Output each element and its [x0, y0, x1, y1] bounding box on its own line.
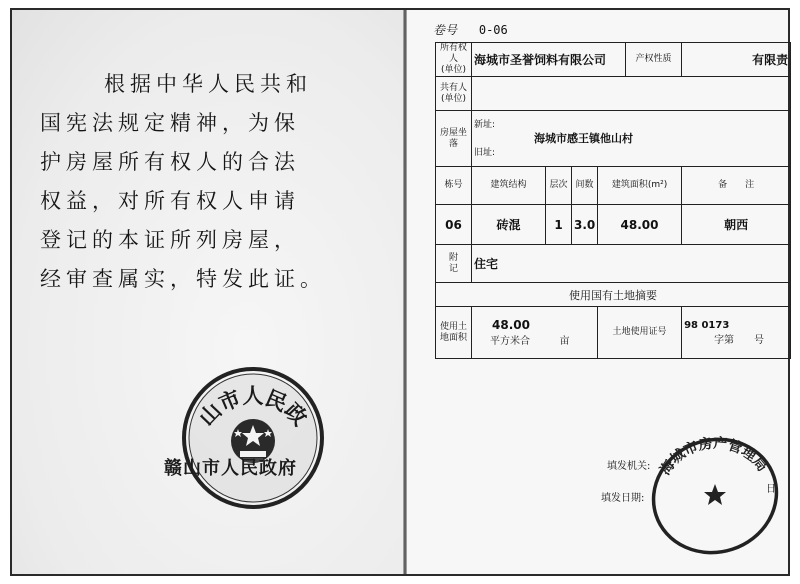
structure-value: 砖混	[472, 205, 546, 245]
land-area-cell	[472, 307, 598, 359]
location-label: 房屋坐落	[436, 111, 472, 167]
government-seal-icon	[180, 365, 326, 511]
statement-line: 国宪法规定精神，为保	[40, 111, 300, 135]
certificate-scan	[10, 8, 790, 576]
book-number	[433, 21, 526, 38]
location-cell	[472, 111, 791, 167]
land-mu-unit: 亩	[559, 336, 570, 347]
property-table	[435, 42, 791, 359]
left-page	[12, 10, 403, 574]
certificate-statement	[40, 65, 385, 299]
seal-ring-text: 山市人民政	[193, 383, 313, 431]
land-cert-suffix: 字第 号	[714, 334, 765, 346]
rooms-value: 3.0	[572, 205, 598, 245]
statement-line: 护房屋所有权人的合法	[40, 150, 300, 174]
land-area-label: 使用土地面积	[436, 307, 472, 359]
new-address-label: 新址:	[474, 119, 496, 130]
table-row	[436, 205, 791, 245]
notes-label: 附 记	[436, 245, 472, 283]
book-value: 0-06	[478, 23, 508, 37]
land-area-unit: 平方米合	[490, 336, 530, 347]
land-title: 使用国有土地摘要	[436, 283, 791, 307]
col-remarks: 备 注	[682, 167, 791, 205]
area-value: 48.00	[598, 205, 682, 245]
notes-value: 住宅	[472, 245, 791, 283]
land-cert-label: 土地使用证号	[598, 307, 682, 359]
property-nature-label: 产权性质	[626, 43, 682, 77]
right-page	[407, 10, 788, 574]
co-owner-label-cell: 共有人 (单位)	[436, 77, 472, 111]
right-seal-text: 海城市房产管理局	[657, 435, 771, 479]
col-area: 建筑面积(m²)	[598, 167, 682, 205]
co-owner-value	[472, 77, 791, 111]
fill-org-label: 填发机关:	[607, 461, 651, 472]
land-cert-cell	[682, 307, 791, 359]
old-address-label: 旧址:	[474, 147, 496, 158]
property-nature-value: 有限责	[682, 43, 791, 77]
col-floors: 层次	[546, 167, 572, 205]
statement-line: 权益，对所有权人申请	[40, 189, 300, 213]
col-building-no: 栋号	[436, 167, 472, 205]
address-value: 海城市感王镇他山村	[534, 131, 633, 145]
owner-label-cell: 所有权人 (单位)	[436, 43, 472, 77]
col-structure: 建筑结构	[472, 167, 546, 205]
floors-value: 1	[546, 205, 572, 245]
statement-line: 登记的本证所列房屋，	[40, 228, 300, 252]
owner-value: 海城市圣誉饲料有限公司	[472, 43, 626, 77]
statement-line: 根据中华人民共和	[104, 72, 312, 96]
land-cert-value: 98 0173	[684, 319, 730, 331]
land-area-value: 48.00	[492, 318, 530, 332]
edge-mark: 日	[766, 484, 776, 495]
fill-date-label: 填发日期:	[601, 493, 645, 504]
col-rooms: 间数	[572, 167, 598, 205]
seal-caption: 赣山市人民政府	[164, 458, 297, 479]
building-no-value: 06	[436, 205, 472, 245]
book-label: 卷号	[433, 23, 458, 37]
statement-line: 经审查属实，特发此证。	[40, 267, 326, 291]
remarks-value: 朝西	[682, 205, 791, 245]
